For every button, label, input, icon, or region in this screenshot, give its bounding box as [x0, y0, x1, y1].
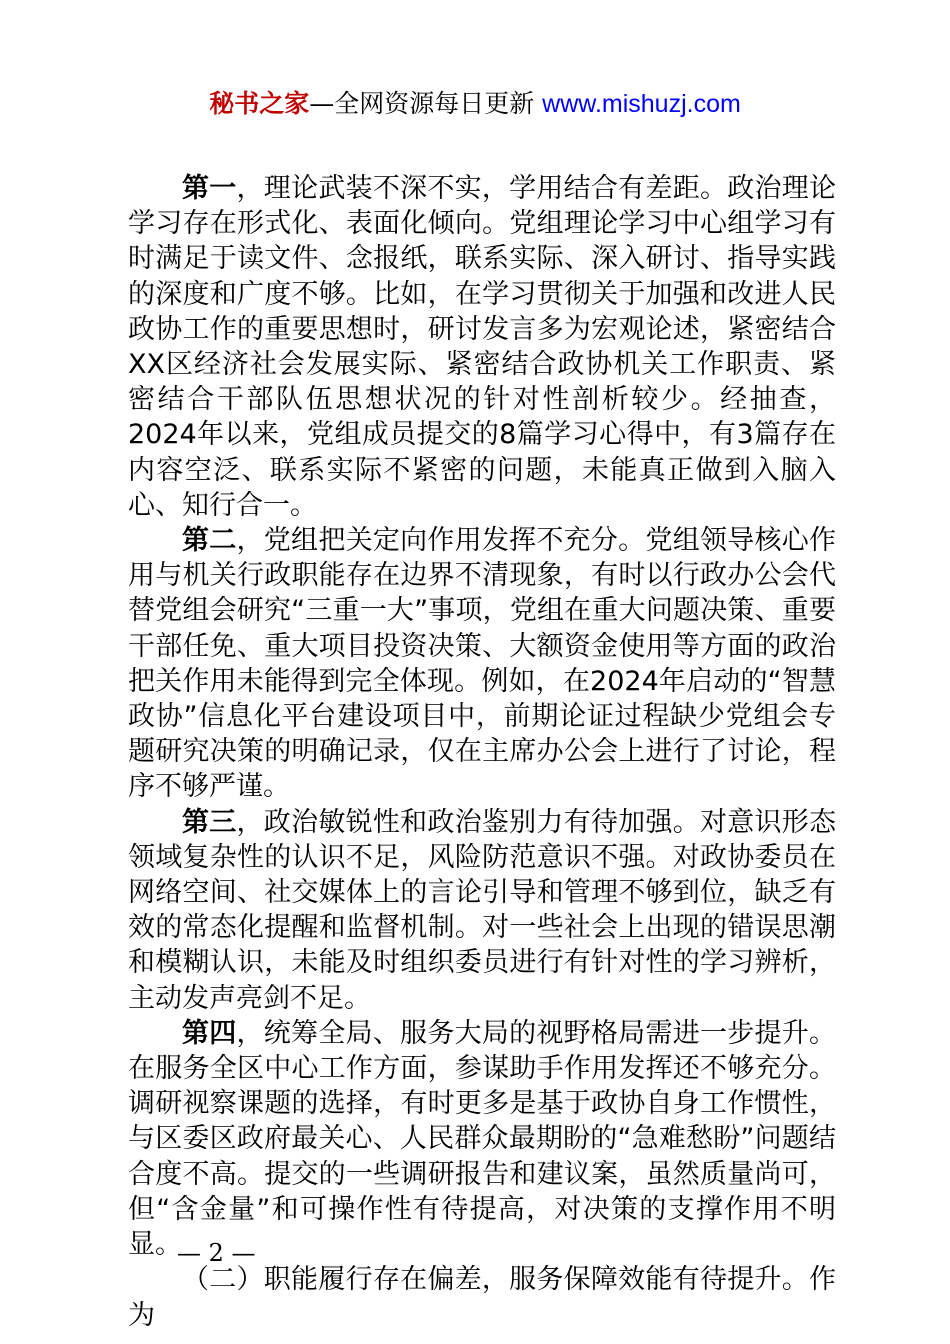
- document-body: [128, 171, 836, 1333]
- paragraph-1-text: ，理论武装不深不实，学用结合有差距。政治理论学习存在形式化、表面化倾向。党组理论学习中心组学习有时满足于读文件、念报纸，联系实际、深入研讨、指导实践的深度和广度不够。比如，在学习贯彻关于加强和改进人民政协工作的重要思想时，研讨发言多为宏观论述，紧密结合XX区经济社会发展实际、紧密结合政协机关工作职责、紧密结合干部队伍思想状况的针对性剖析较少。经抽查，2024年以来，党组成员提交的8篇学习心得中，有3篇存在内容空泛、联系实际不紧密的问题，未能真正做到入脑入心、知行合一。: [128, 173, 837, 521]
- paragraph-4-text: ，统筹全局、服务大局的视野格局需进一步提升。在服务全区中心工作方面，参谋助手作用发挥还不够充分。调研视察课题的选择，有时更多是基于政协自身工作惯性，与区委区政府最关心、人民群众最期盼的“急难愁盼”问题结合度不高。提交的一些调研报告和建议案，虽然质量尚可，但“含金量”和可操作性有待提高，对决策的支撑作用不明显。: [128, 1017, 837, 1261]
- paragraph-2: [128, 523, 836, 805]
- paragraph-5-text: （二）职能履行存在偏差，服务保障效能有待提升。作为: [128, 1264, 836, 1331]
- paragraph-5: [128, 1262, 836, 1332]
- paragraph-1: [128, 171, 836, 523]
- paragraph-2-text: ，党组把关定向作用发挥不充分。党组领导核心作用与机关行政职能存在边界不清现象，有时以行政办公会代替党组会研究“三重一大”事项，党组在重大问题决策、重要干部任免、重大项目投资决策、大额资金使用等方面的政治把关作用未能得到完全体现。例如，在2024年启动的“智慧政协”信息化平台建设项目中，前期论证过程缺少党组会专题研究决策的明确记录，仅在主席办公会上进行了讨论，程序不够严谨。: [128, 525, 837, 803]
- paragraph-3: [128, 805, 836, 1016]
- paragraph-2-lead: 第二: [182, 525, 237, 557]
- paragraph-1-lead: 第一: [182, 173, 237, 204]
- page-number: — 2 —: [177, 1239, 256, 1267]
- paragraph-4: [128, 1016, 836, 1262]
- site-url-link[interactable]: www.mishuzj.com: [542, 90, 741, 118]
- site-tagline: —全网资源每日更新: [309, 89, 543, 118]
- site-header: [0, 86, 950, 122]
- paragraph-4-lead: 第四: [182, 1017, 237, 1049]
- paragraph-3-lead: 第三: [182, 806, 237, 838]
- site-brand: 秘书之家: [209, 89, 310, 118]
- paragraph-3-text: ，政治敏锐性和政治鉴别力有待加强。对意识形态领域复杂性的认识不足，风险防范意识不强。对政协委员在网络空间、社交媒体上的言论引导和管理不够到位，缺乏有效的常态化提醒和监督机制。对一些社会上出现的错误思潮和模糊认识，未能及时组织委员进行有针对性的学习辨析，主动发声亮剑不足。: [128, 806, 837, 1014]
